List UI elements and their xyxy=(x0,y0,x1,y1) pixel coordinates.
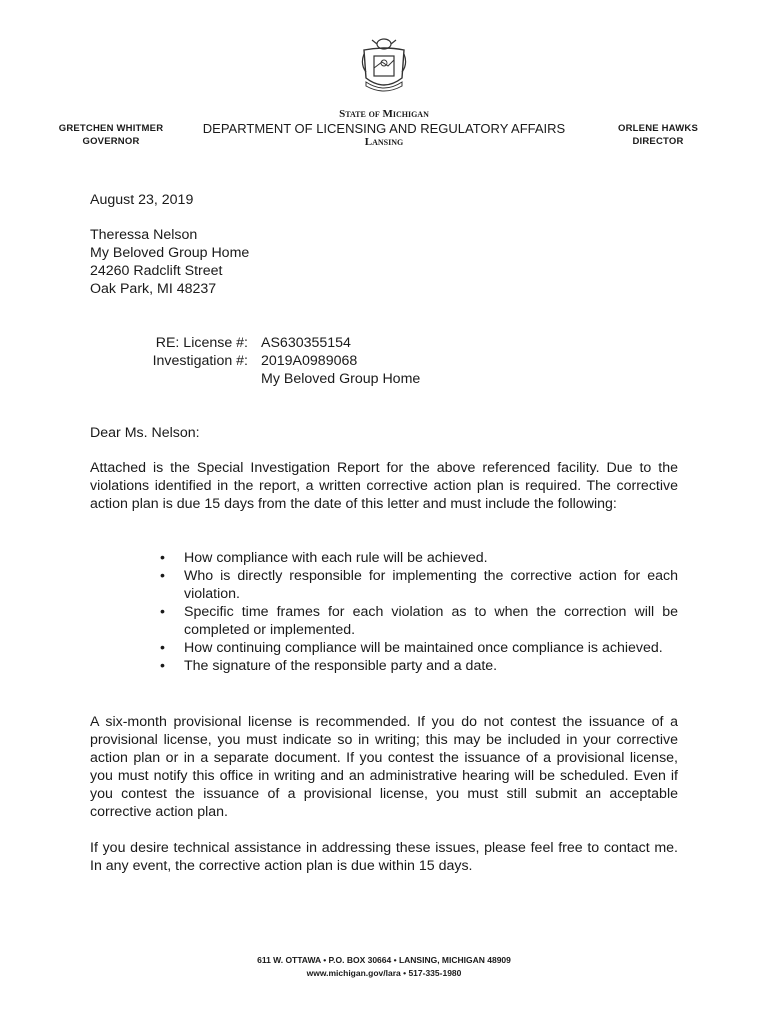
address-line: Oak Park, MI 48237 xyxy=(90,281,217,297)
governor-title: GOVERNOR xyxy=(82,136,140,147)
recipient-address xyxy=(90,226,678,298)
list-item: • How compliance with each rule will be achieved. xyxy=(160,550,488,566)
salutation: Dear Ms. Nelson: xyxy=(90,425,200,441)
requirements-list xyxy=(155,549,678,675)
reference-block xyxy=(90,334,420,388)
footer-address: 611 W. OTTAWA • P.O. BOX 30664 • LANSING, MICHIGAN 48909 xyxy=(257,955,511,965)
governor-name: GRETCHEN WHITMER xyxy=(58,123,164,134)
license-label: RE: License #: xyxy=(155,335,248,351)
director-name: ORLENE HAWKS xyxy=(618,123,698,134)
letterhead xyxy=(184,108,584,149)
director-block xyxy=(606,122,710,148)
paragraph-assistance: If you desire technical assistance in addressing these issues, please feel free to contact me. In any event, the corrective action plan is due within 15 days. xyxy=(90,840,678,874)
footer-contact: www.michigan.gov/lara • 517-335-1980 xyxy=(306,968,462,978)
department-name: DEPARTMENT OF LICENSING AND REGULATORY AFFAIRS xyxy=(202,121,566,136)
license-number: AS630355154 xyxy=(261,335,351,351)
paragraph-intro: Attached is the Special Investigation Report for the above referenced facility. Due to the violations identified in the report, a written corrective action plan is required. The corrective action plan is due 15 days from the date of this letter and must include the following: xyxy=(90,460,678,512)
list-item: • Specific time frames for each violation as to when the correction will be completed or implemented. xyxy=(160,604,678,638)
paragraph-provisional-license: A six-month provisional license is recommended. If you do not contest the issuance of a provisional license, you must indicate so in writing; this may be included in your corrective action plan or in a separate document. If you contest the issuance of a provisional license, you must notify this office in writing and an administrative hearing will be scheduled. Even if you contest the issuance of a provisional license, you must still submit an acceptable corrective action plan. xyxy=(90,714,678,820)
director-title: DIRECTOR xyxy=(632,136,684,147)
list-item: • How continuing compliance will be maintained once compliance is achieved. xyxy=(160,640,663,656)
footer xyxy=(0,954,768,980)
michigan-state-seal-icon xyxy=(358,36,410,96)
list-item: • Who is directly responsible for implementing the corrective action for each violation. xyxy=(160,568,678,602)
letter-date: August 23, 2019 xyxy=(90,192,194,208)
state-name: State of Michigan xyxy=(339,108,429,120)
list-item: • The signature of the responsible party and a date. xyxy=(160,658,498,674)
investigation-number: 2019A0989068 xyxy=(261,353,358,369)
address-line: Theressa Nelson xyxy=(90,227,198,243)
governor-block xyxy=(55,122,167,148)
address-line: 24260 Radclift Street xyxy=(90,263,223,279)
facility-name: My Beloved Group Home xyxy=(261,371,421,387)
investigation-label: Investigation #: xyxy=(152,353,248,369)
city-name: Lansing xyxy=(364,136,404,148)
address-line: My Beloved Group Home xyxy=(90,245,250,261)
